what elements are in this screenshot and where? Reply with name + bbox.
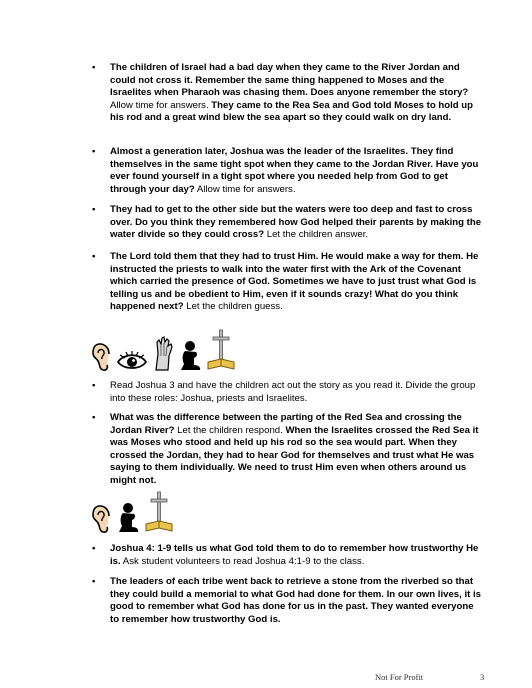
icon-row xyxy=(90,326,236,372)
bullet: • xyxy=(92,146,96,157)
praying-hands-icon xyxy=(150,336,176,372)
bold-text: When the Israelites crossed the Red Sea it was Moses who stood and held up his rod so the sea would part. When they crossed the Jordan, they had to hear God for themselves and trust what He was saying to them individually. We need to trust Him even when others around us might not. xyxy=(110,424,479,486)
eye-icon xyxy=(116,350,148,372)
instruction-text: Allow time for answers. xyxy=(110,99,212,111)
page-number: 3 xyxy=(480,672,485,682)
bold-text: Almost a generation later, Joshua was the leader of the Israelites. They find themselves in the same tight spot when they came to the Jordan River. Have you ever found yourself in a tight spot where you needed help from God to get through your day? xyxy=(110,146,479,195)
paragraph xyxy=(110,204,482,242)
bullet: • xyxy=(92,412,96,423)
bullet: • xyxy=(92,576,96,587)
instruction-text: Let the children respond. xyxy=(174,424,286,436)
bullet: • xyxy=(92,204,96,215)
bullet: • xyxy=(92,380,96,391)
bullet: • xyxy=(92,251,96,262)
bible-cross-icon xyxy=(206,328,236,372)
bold-text: The leaders of each tribe went back to retrieve a stone from the riverbed so that they could build a memorial to what God had done for them. In our own lives, it is good to remember what God has done for us in the past. They wanted everyone to remember how trustworthy God is. xyxy=(110,576,481,625)
kneeling-person-icon xyxy=(178,340,204,372)
bible-cross-icon xyxy=(144,490,174,534)
ear-icon xyxy=(90,342,114,372)
footer-text: Not For Profit xyxy=(375,672,424,682)
bold-text: Joshua 4: 1-9 tells us what God told them to do to remember how trustworthy He is. xyxy=(110,543,479,567)
instruction-text: Read Joshua 3 and have the children act out the story as you read it. Divide the group into these roles: Joshua, priests and Israelites. xyxy=(110,380,476,404)
instruction-text: Ask student volunteers to read Joshua 4:1-9 to the class. xyxy=(120,555,365,567)
kneeling-person-icon xyxy=(116,502,142,534)
icon-row xyxy=(90,488,174,534)
bold-text: What was the difference between the parting of the Red Sea and crossing the Jordan River? xyxy=(110,412,462,436)
paragraph xyxy=(110,412,482,488)
bold-text: They had to get to the other side but the waters were too deep and fast to cross over. Do you think they remembered how God helped their parents by making the water divide so they could cross? xyxy=(110,204,482,241)
instruction-text: Let the children guess. xyxy=(183,301,283,313)
paragraph xyxy=(110,251,482,314)
bold-text: The children of Israel had a bad day when they came to the River Jordan and could not cross it. Remember the same thing happened to Moses and the Israelites when Pharaoh was chasing them. Does anyone remember the story? xyxy=(110,62,469,99)
instruction-text: Allow time for answers. xyxy=(194,183,296,195)
paragraph xyxy=(110,576,482,626)
paragraph xyxy=(110,62,482,125)
bullet: • xyxy=(92,543,96,554)
bold-text: The Lord told them that they had to trust Him. He would make a way for them. He instructed the priests to walk into the water first with the Ark of the Covenant which carried the presence of God. Sometimes we have to just trust what God is telling us and be obedient to Him, even if it sounds crazy! What do you think happened next? xyxy=(110,251,479,313)
paragraph xyxy=(110,146,482,196)
ear-icon xyxy=(90,504,114,534)
bold-text: They came to the Rea Sea and God told Moses to hold up his rod and a great wind blew the sea apart so they could walk on dry land. xyxy=(110,99,474,124)
paragraph xyxy=(110,543,482,568)
instruction-text: Let the children answer. xyxy=(264,229,369,241)
bullet: • xyxy=(92,62,96,73)
paragraph xyxy=(110,380,482,405)
